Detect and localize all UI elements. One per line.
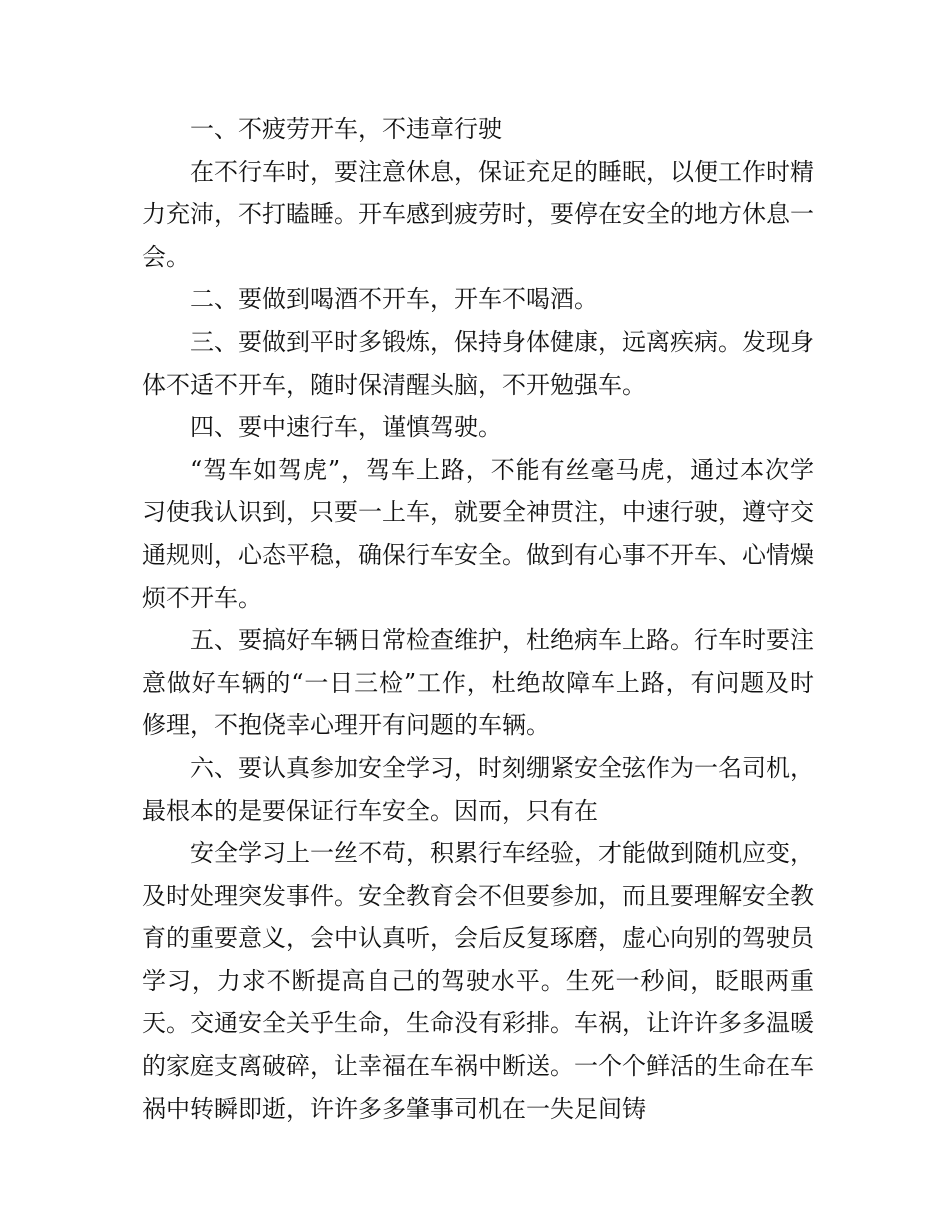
paragraph-rest: 在不行车时，要注意休息，保证充足的睡眠，以便工作时精力充沛，不打瞌睡。开车感到疲劳时，要停在安全的地方休息一会。 — [142, 157, 814, 271]
heading-vehicle-maintenance: 五、要搞好车辆日常检查维护，杜绝病车上路。行车时要注意做好车辆的“一日三检”工作，杜绝故障车上路，有问题及时修理，不抱侥幸心理开有问题的车辆。 — [142, 626, 814, 740]
paragraph-safety-learning: 安全学习上一丝不苟，积累行车经验，才能做到随机应变，及时处理突发事件。安全教育会不但要参加，而且要理解安全教育的重要意义，会中认真听，会后反复琢磨，虚心向别的驾驶员学习，力求不断提高自己的驾驶水平。生死一秒间，眨眼两重天。交通安全关乎生命，生命没有彩排。车祸，让许许多多温暖的家庭支离破碎，让幸福在车祸中断送。一个个鲜活的生命在车祸中转瞬即逝，许许多多肇事司机在一失足间铸 — [142, 839, 814, 1123]
heading-moderate-speed: 四、要中速行车，谨慎驾驶。 — [190, 413, 502, 442]
paragraph-drive-like-tiger: “驾车如驾虎”，驾车上路，不能有丝毫马虎，通过本次学习使我认识到，只要一上车，就要全神贯注，中速行驶，遵守交通规则，心态平稳，确保行车安全。做到有心事不开车、心情燥烦不开车。 — [142, 455, 814, 612]
heading-no-fatigue-driving: 一、不疲劳开车，不违章行驶 — [190, 115, 502, 143]
document-body — [142, 108, 814, 1130]
heading-safety-study: 六、要认真参加安全学习，时刻绷紧安全弦作为一名司机，最根本的是要保证行车安全。因而，只有在 — [142, 753, 814, 825]
heading-exercise-health: 三、要做到平时多锻炼，保持身体健康，远离疾病。发现身体不适不开车，随时保清醒头脑，不开勉强车。 — [142, 327, 814, 399]
heading-no-drunk-driving: 二、要做到喝酒不开车，开车不喝酒。 — [190, 285, 598, 314]
